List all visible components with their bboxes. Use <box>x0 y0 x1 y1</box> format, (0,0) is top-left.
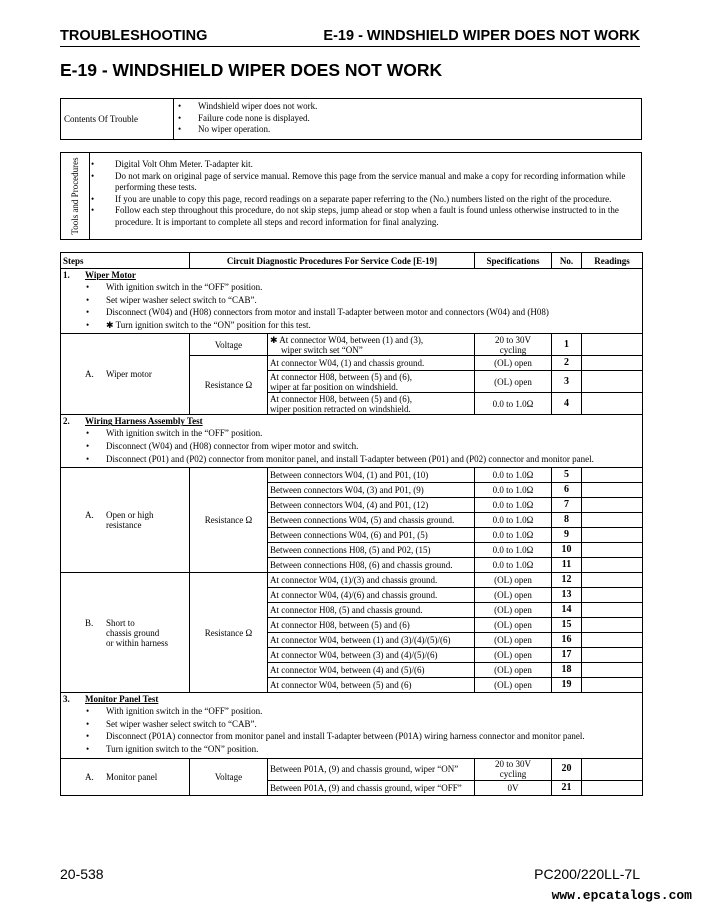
item-key: A. <box>85 510 94 521</box>
page-number: 20-538 <box>60 866 104 882</box>
step-no: 5 <box>552 468 582 483</box>
procedure-cell: Between connections H08, (6) and chassis ground. <box>268 558 475 573</box>
step-no: 20 <box>552 758 582 780</box>
procedure-cell: At connector H08, between (5) and (6) <box>268 618 475 633</box>
model-number: PC200/220LL-7L <box>534 866 640 882</box>
spec-cell: 0.0 to 1.0Ω <box>475 393 552 415</box>
test-item-cell <box>61 573 190 693</box>
procedure-cell <box>268 393 475 415</box>
step-instruction: • Disconnect (W04) and (H08) connector from wiper motor and switch. <box>106 440 640 453</box>
contents-item: • Failure code none is displayed. <box>178 113 317 125</box>
procedure-cell: Between connections W04, (6) and P01, (5) <box>268 528 475 543</box>
running-header <box>60 28 640 47</box>
procedure-cell <box>268 334 475 356</box>
reading-cell[interactable] <box>582 780 643 795</box>
spec-cell: (OL) open <box>475 588 552 603</box>
spec-cell: (OL) open <box>475 371 552 393</box>
procedure-cell: At connector W04, between (5) and (6) <box>268 678 475 693</box>
step-no: 11 <box>552 558 582 573</box>
spec-cell: (OL) open <box>475 618 552 633</box>
step-instruction: • Disconnect (P01) and (P02) connector from monitor panel, and install T-adapter between (P01) and (P02) connector and monitor panel. <box>106 453 640 466</box>
item-key: A. <box>85 369 94 380</box>
procedure-line: At connector H08, between (5) and (6), <box>270 371 412 382</box>
contents-label: Contents Of Trouble <box>61 99 174 139</box>
col-specifications: Specifications <box>475 253 552 269</box>
item-label: Monitor panel <box>106 771 158 782</box>
step-title: Wiring Harness Assembly Test <box>85 416 203 427</box>
procedure-cell: At connector W04, (1)/(3) and chassis ground. <box>268 573 475 588</box>
step-no: 15 <box>552 618 582 633</box>
step-no: 19 <box>552 678 582 693</box>
col-no: No. <box>552 253 582 269</box>
step-1-section <box>61 269 643 334</box>
spec-cell <box>475 758 552 780</box>
step-instruction: • With ignition switch in the “OFF” position. <box>106 281 640 294</box>
spec-cell: (OL) open <box>475 648 552 663</box>
reading-cell[interactable] <box>582 558 643 573</box>
reading-cell[interactable] <box>582 468 643 483</box>
spec-cell: 0V <box>475 780 552 795</box>
procedure-cell: At connector W04, (4)/(6) and chassis ground. <box>268 588 475 603</box>
procedure-line: ✱ At connector W04, between (1) and (3), <box>270 334 424 345</box>
reading-cell[interactable] <box>582 498 643 513</box>
step-2-section <box>61 415 643 468</box>
procedure-cell: Between connectors W04, (4) and P01, (12) <box>268 498 475 513</box>
item-label: resistance <box>106 520 142 531</box>
step-no: 13 <box>552 588 582 603</box>
reading-cell[interactable] <box>582 573 643 588</box>
step-no: 14 <box>552 603 582 618</box>
step-no: 3 <box>552 371 582 393</box>
step-no: 16 <box>552 633 582 648</box>
measure-type: Voltage <box>190 758 268 795</box>
item-label: Open or high <box>106 510 154 521</box>
tools-list <box>91 159 636 228</box>
procedure-line: wiper switch set “ON” <box>281 344 363 355</box>
procedure-line: wiper position retracted on windshield. <box>270 403 411 414</box>
tools-and-procedures-box <box>60 152 642 240</box>
reading-cell[interactable] <box>582 648 643 663</box>
header-code-title: E-19 - WINDSHIELD WIPER DOES NOT WORK <box>323 28 640 44</box>
tools-item: • Do not mark on original page of service manual. Remove this page from the service manual and make a copy for recording information while performing these tests. <box>91 171 636 194</box>
step-no: 12 <box>552 573 582 588</box>
tools-item: • Digital Volt Ohm Meter. T-adapter kit. <box>91 159 636 171</box>
diagnostic-table <box>60 252 643 796</box>
item-label: Wiper motor <box>106 369 152 380</box>
step-instruction: • ✱ Turn ignition switch to the “ON” position for this test. <box>106 319 640 332</box>
test-item-cell <box>61 468 190 573</box>
measure-type: Resistance Ω <box>190 356 268 415</box>
contents-item: • No wiper operation. <box>178 124 317 136</box>
spec-line: 20 to 30V <box>495 334 532 345</box>
reading-cell[interactable] <box>582 678 643 693</box>
watermark: www.epcatalogs.com <box>551 888 692 903</box>
tools-item: • Follow each step throughout this procedure, do not skip steps, jump ahead or stop when a fault is found unless otherwise instructed to in the procedure. It is important to complete all steps and record information for final analyzing. <box>91 205 636 228</box>
spec-cell <box>475 334 552 356</box>
step-number: 3. <box>63 694 70 705</box>
page-title: E-19 - WINDSHIELD WIPER DOES NOT WORK <box>60 60 443 80</box>
reading-cell[interactable] <box>582 588 643 603</box>
reading-cell[interactable] <box>582 633 643 648</box>
reading-cell[interactable] <box>582 393 643 415</box>
procedure-cell: At connector W04, between (1) and (3)/(4)/(5)/(6) <box>268 633 475 648</box>
header-section: TROUBLESHOOTING <box>60 28 208 44</box>
procedure-cell: At connector W04, between (4) and (5)/(6) <box>268 663 475 678</box>
step-no: 17 <box>552 648 582 663</box>
reading-cell[interactable] <box>582 356 643 371</box>
reading-cell[interactable] <box>582 513 643 528</box>
step-no: 18 <box>552 663 582 678</box>
procedure-line: wiper at far position on windshield. <box>270 381 398 392</box>
step-number: 1. <box>63 270 70 280</box>
spec-cell: 0.0 to 1.0Ω <box>475 468 552 483</box>
step-instruction: • Set wiper washer select switch to “CAB”. <box>106 718 640 731</box>
reading-cell[interactable] <box>582 483 643 498</box>
procedure-cell <box>268 371 475 393</box>
spec-cell: 0.0 to 1.0Ω <box>475 513 552 528</box>
reading-cell[interactable] <box>582 758 643 780</box>
item-label: Short to <box>106 617 135 628</box>
step-3-section <box>61 693 643 758</box>
step-instruction: • Disconnect (P01A) connector from monitor panel and install T-adapter between (P01A) wiring harness connector and monitor panel. <box>106 730 640 743</box>
step-title: Wiper Motor <box>85 270 136 280</box>
procedure-cell: Between connections W04, (5) and chassis ground. <box>268 513 475 528</box>
spec-line: 20 to 30V <box>495 759 532 770</box>
step-no: 8 <box>552 513 582 528</box>
contents-list <box>178 101 317 136</box>
step-no: 9 <box>552 528 582 543</box>
procedure-cell: Between P01A, (9) and chassis ground, wiper “OFF” <box>268 780 475 795</box>
spec-line: cycling <box>499 769 527 780</box>
step-no: 6 <box>552 483 582 498</box>
spec-line: cycling <box>499 344 527 355</box>
step-instruction: • With ignition switch in the “OFF” position. <box>106 427 640 440</box>
step-number: 2. <box>63 416 70 427</box>
measure-type: Voltage <box>190 334 268 356</box>
measure-type: Resistance Ω <box>190 573 268 693</box>
spec-cell: (OL) open <box>475 356 552 371</box>
tools-label-cell <box>61 153 90 239</box>
step-no: 4 <box>552 393 582 415</box>
step-no: 7 <box>552 498 582 513</box>
reading-cell[interactable] <box>582 663 643 678</box>
reading-cell[interactable] <box>582 603 643 618</box>
spec-cell: (OL) open <box>475 633 552 648</box>
item-label: chassis ground <box>106 627 160 638</box>
reading-cell[interactable] <box>582 618 643 633</box>
step-title: Monitor Panel Test <box>85 694 159 705</box>
item-label: or within harness <box>106 637 168 648</box>
procedure-cell: At connector H08, (5) and chassis ground. <box>268 603 475 618</box>
spec-cell: (OL) open <box>475 663 552 678</box>
procedure-line: At connector H08, between (5) and (6), <box>270 393 412 404</box>
spec-cell: 0.0 to 1.0Ω <box>475 483 552 498</box>
procedure-cell: Between connectors W04, (1) and P01, (10) <box>268 468 475 483</box>
spec-cell: 0.0 to 1.0Ω <box>475 498 552 513</box>
spec-cell: (OL) open <box>475 678 552 693</box>
step-no: 21 <box>552 780 582 795</box>
contents-item: • Windshield wiper does not work. <box>178 101 317 113</box>
step-no: 2 <box>552 356 582 371</box>
col-readings: Readings <box>582 253 643 269</box>
procedure-cell: At connector W04, (1) and chassis ground. <box>268 356 475 371</box>
procedure-cell: Between connections H08, (5) and P02, (15) <box>268 543 475 558</box>
procedure-cell: Between P01A, (9) and chassis ground, wiper “ON” <box>268 758 475 780</box>
spec-cell: 0.0 to 1.0Ω <box>475 528 552 543</box>
spec-cell: (OL) open <box>475 573 552 588</box>
measure-type: Resistance Ω <box>190 468 268 573</box>
step-instruction: • Turn ignition switch to the “ON” position. <box>106 743 640 756</box>
reading-cell[interactable] <box>582 371 643 393</box>
item-key: B. <box>85 617 94 628</box>
col-steps: Steps <box>61 253 190 269</box>
procedure-cell: At connector W04, between (3) and (4)/(5)/(6) <box>268 648 475 663</box>
reading-cell[interactable] <box>582 543 643 558</box>
reading-cell[interactable] <box>582 528 643 543</box>
step-instruction: • Disconnect (W04) and (H08) connectors from motor and install T-adapter between motor and connectors (W04) and (H08) <box>106 306 640 319</box>
item-key: A. <box>85 771 94 782</box>
test-item-cell <box>61 334 190 415</box>
procedure-cell: Between connectors W04, (3) and P01, (9) <box>268 483 475 498</box>
reading-cell[interactable] <box>582 334 643 356</box>
step-instruction: • With ignition switch in the “OFF” position. <box>106 705 640 718</box>
contents-of-trouble-box <box>60 98 642 140</box>
step-no: 1 <box>552 334 582 356</box>
step-no: 10 <box>552 543 582 558</box>
tools-item: • If you are unable to copy this page, record readings on a separate paper referring to the (No.) numbers listed on the right of the procedure. <box>91 194 636 206</box>
tools-label: Tools and Procedures <box>70 157 80 235</box>
col-procedure: Circuit Diagnostic Procedures For Service Code [E-19] <box>190 253 475 269</box>
step-instruction: • Set wiper washer select switch to “CAB”. <box>106 294 640 307</box>
test-item-cell <box>61 758 190 795</box>
spec-cell: 0.0 to 1.0Ω <box>475 543 552 558</box>
spec-cell: (OL) open <box>475 603 552 618</box>
spec-cell: 0.0 to 1.0Ω <box>475 558 552 573</box>
